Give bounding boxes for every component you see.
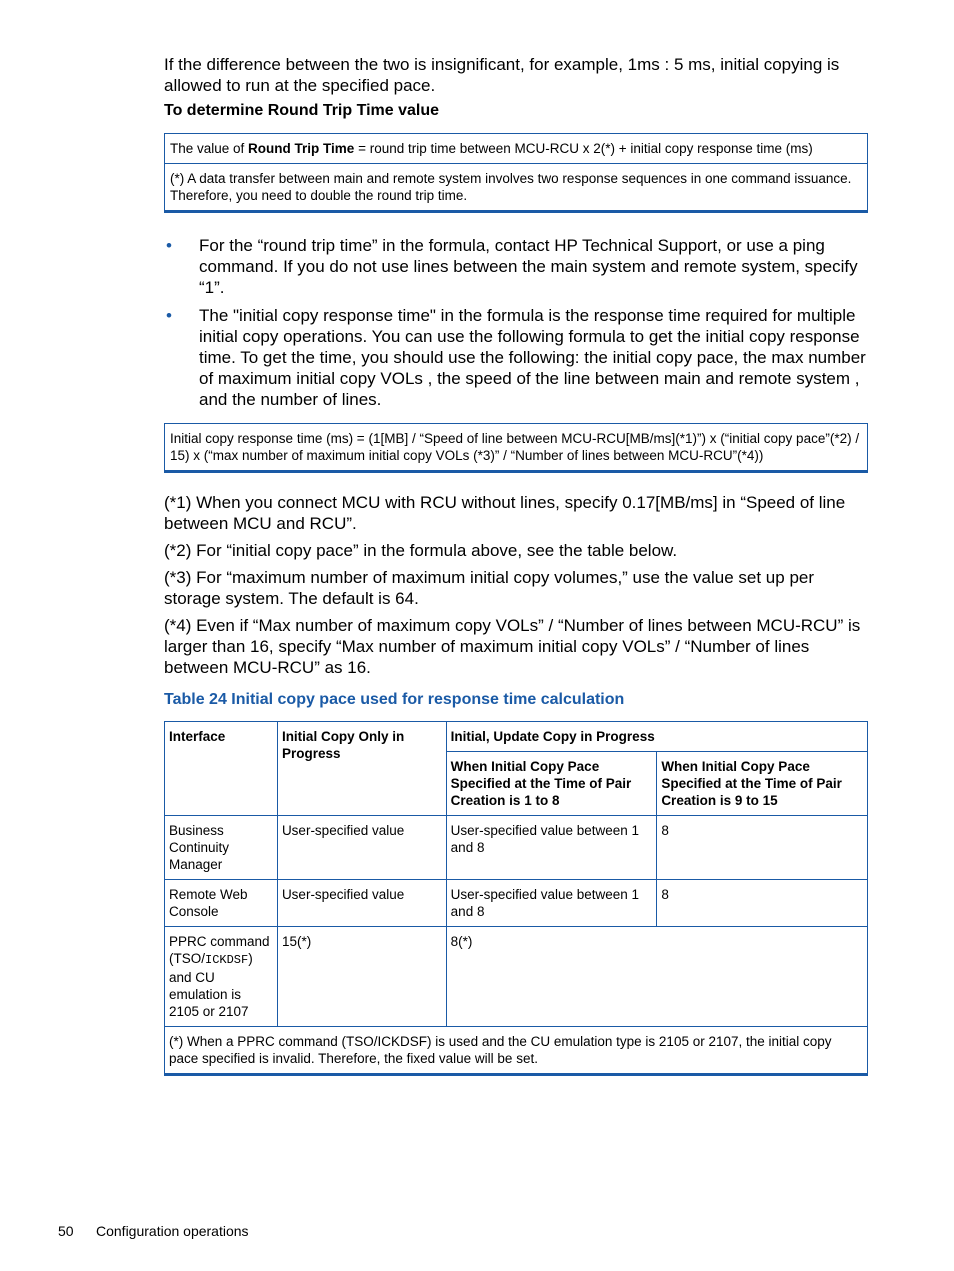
formula-note: (*) A data transfer between main and remote system involves two response sequences in one command issuance. Therefore, you need to double the round trip time. (165, 163, 867, 210)
header-initial-only: Initial Copy Only in Progress (277, 722, 446, 816)
cell-interface: Business Continuity Manager (165, 816, 278, 880)
bullet-text: The "initial copy response time" in the formula is the response time required for multiple initial copy operations. You can use the following formula to get the initial copy response time. To get the time, you should use the following: the initial copy pace, the max number of maximum initial copy VOLs , the speed of the line between main and remote system , and the number of lines. (199, 306, 866, 409)
header-interface: Interface (165, 722, 278, 816)
footnotes (164, 492, 868, 678)
cell-pace-1-8: User-specified value between 1 and 8 (446, 816, 657, 880)
formula-term: Round Trip Time (248, 141, 355, 156)
cell-initial-only: User-specified value (277, 816, 446, 880)
cell-interface (165, 927, 278, 1027)
cell-pace-1-8: User-specified value between 1 and 8 (446, 880, 657, 927)
formula-prefix: The value of (170, 141, 249, 156)
page-footer (58, 1222, 249, 1240)
response-time-formula: Initial copy response time (ms) = (1[MB] / “Speed of line between MCU-RCU[MB/ms](*1)”) x (“initial copy pace”(*2) / 15) x (“max number of maximum initial copy VOLs (*3)” / “Number of lines between MCU-RCU”(*4)) (170, 431, 860, 463)
note-3: (*3) For “maximum number of maximum initial copy volumes,” use the value set up per storage system. The default is 64. (164, 568, 815, 608)
bullet-list (164, 235, 868, 410)
table-row (165, 816, 868, 880)
page-number: 50 (58, 1223, 74, 1239)
table-footnote: (*) When a PPRC command (TSO/ICKDSF) is used and the CU emulation type is 2105 or 2107, the initial copy pace specified is invalid. Therefore, the fixed value will be set. (165, 1027, 868, 1075)
pprc-label-rest: ) and CU emulation is 2105 or 2107 (169, 951, 253, 1019)
note-2: (*2) For “initial copy pace” in the formula above, see the table below. (164, 541, 678, 560)
header-initial-update: Initial, Update Copy in Progress (446, 722, 867, 752)
cell-initial-only: User-specified value (277, 880, 446, 927)
formula-suffix: = round trip time between MCU-RCU x 2(*) + initial copy response time (ms) (354, 141, 813, 156)
pprc-label: PPRC command (TSO/ (169, 934, 270, 966)
table-header-row (165, 722, 868, 752)
table-row (165, 927, 868, 1027)
bullet-text: For the “round trip time” in the formula, contact HP Technical Support, or use a ping command. If you do not use lines between the main system and remote system, specify “1”. (199, 236, 858, 297)
table-footnote-row (165, 1027, 868, 1075)
initial-copy-pace-table (164, 721, 868, 1076)
table-row (165, 880, 868, 927)
response-time-formula-box (164, 423, 868, 473)
ickdsf-code: ICKDSF (205, 953, 249, 967)
bullet-icon: • (166, 306, 172, 325)
header-pace-9-15: When Initial Copy Pace Specified at the Time of Pair Creation is 9 to 15 (657, 752, 868, 816)
formula-row (165, 134, 867, 163)
bullet-icon: • (166, 236, 172, 255)
footer-section: Configuration operations (96, 1223, 249, 1239)
cell-pace-9-15: 8 (657, 880, 868, 927)
table-caption: Table 24 Initial copy pace used for response time calculation (164, 691, 625, 708)
cell-interface: Remote Web Console (165, 880, 278, 927)
intro-paragraph: If the difference between the two is insignificant, for example, 1ms : 5 ms, initial copying is allowed to run at the specified pace. (164, 55, 840, 95)
page-content (164, 54, 868, 1076)
cell-merged: 8(*) (446, 927, 867, 1027)
bullet-item (164, 235, 868, 298)
note-4: (*4) Even if “Max number of maximum copy VOLs” / “Number of lines between MCU-RCU” is larger than 16, specify “Max number of maximum initial copy VOLs” / “Number of lines between MCU-RCU” as 16. (164, 616, 861, 677)
cell-pace-9-15: 8 (657, 816, 868, 880)
note-1: (*1) When you connect MCU with RCU without lines, specify 0.17[MB/ms] in “Speed of line between MCU and RCU”. (164, 493, 846, 533)
cell-initial-only: 15(*) (277, 927, 446, 1027)
bullet-item (164, 305, 868, 410)
round-trip-formula-box (164, 133, 868, 213)
section-heading: To determine Round Trip Time value (164, 102, 440, 119)
header-pace-1-8: When Initial Copy Pace Specified at the Time of Pair Creation is 1 to 8 (446, 752, 657, 816)
